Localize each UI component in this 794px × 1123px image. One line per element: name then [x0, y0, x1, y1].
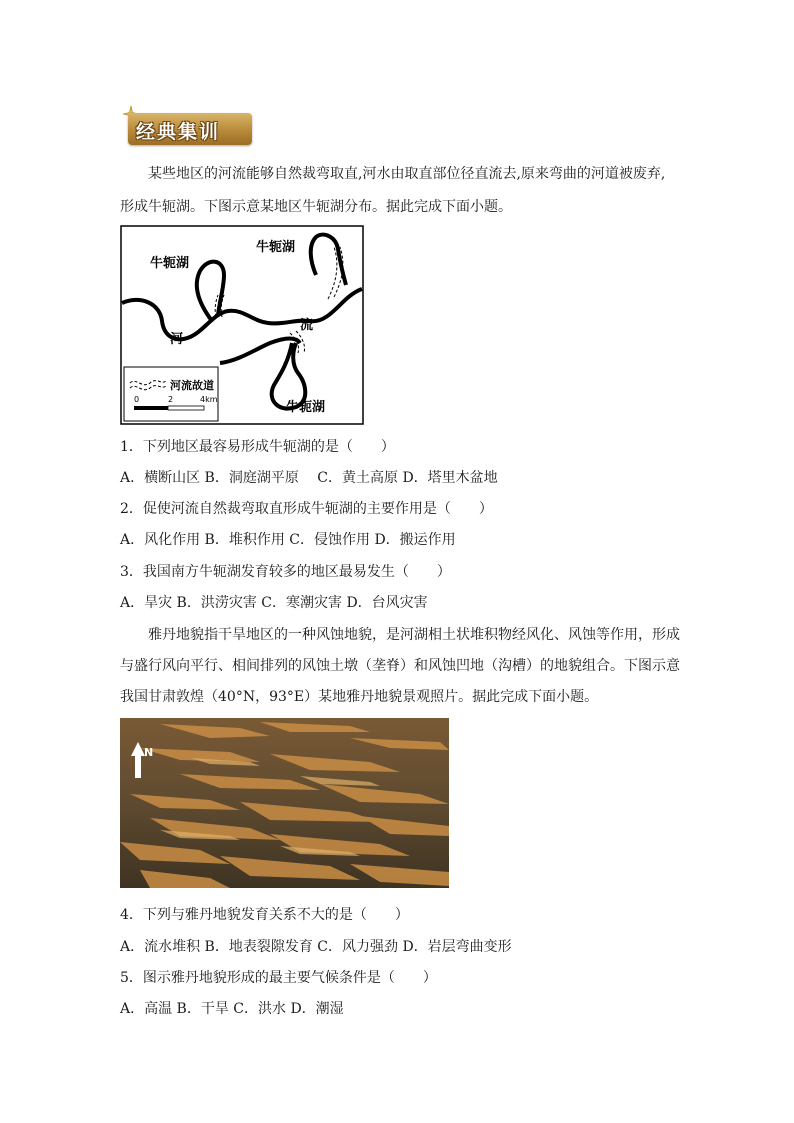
- intro1-line2: 形成牛轭湖。下图示意某地区牛轭湖分布。据此完成下面小题。: [120, 199, 512, 215]
- question-2-options: A．风化作用 B．堆积作用 C．侵蚀作用 D．搬运作用: [120, 532, 456, 548]
- north-label: N: [144, 746, 154, 759]
- intro2-line1: 雅丹地貌指干旱地区的一种风蚀地貌，是河湖相土状堆积物经风化、风蚀等作用，形成: [148, 627, 680, 643]
- scale-tick-0: 0: [134, 395, 140, 404]
- oxbow-lake-map: [120, 225, 364, 425]
- label-oxbow-3: 牛轭湖: [286, 400, 326, 415]
- question-4-options: A．流水堆积 B．地表裂隙发育 C．风力强劲 D．岩层弯曲变形: [120, 939, 512, 955]
- label-river-he: 河: [170, 332, 184, 347]
- intro2-line2: 与盛行风向平行、相间排列的风蚀土墩（垄脊）和风蚀凹地（沟槽）的地貌组合。下图示意: [120, 658, 680, 674]
- label-oxbow-1: 牛轭湖: [150, 256, 190, 271]
- question-4: 4．下列与雅丹地貌发育关系不大的是（ ）: [120, 907, 409, 923]
- question-1-options: A．横断山区 B．洞庭湖平原 C．黄土高原 D．塔里木盆地: [120, 470, 498, 486]
- label-oxbow-2: 牛轭湖: [256, 240, 296, 255]
- banner-title: 经典集训: [136, 121, 221, 143]
- question-5-options: A．高温 B．干旱 C．洪水 D．潮湿: [120, 1001, 344, 1017]
- question-5: 5．图示雅丹地貌形成的最主要气候条件是（ ）: [120, 970, 437, 986]
- intro1-line1: 某些地区的河流能够自然裁弯取直,河水由取直部位径直流去,原来弯曲的河道被废弃,: [148, 166, 666, 182]
- question-3-options: A．旱灾 B．洪涝灾害 C．寒潮灾害 D．台风灾害: [120, 595, 428, 611]
- scale-tick-4km: 4km: [200, 395, 218, 404]
- question-2: 2．促使河流自然裁弯取直形成牛轭湖的主要作用是（ ）: [120, 501, 493, 517]
- label-river-liu: 流: [300, 318, 314, 333]
- section-banner: [122, 105, 252, 145]
- yardang-photo: [120, 718, 449, 888]
- question-3: 3．我国南方牛轭湖发育较多的地区最易发生（ ）: [120, 564, 451, 580]
- legend-old-channel-label: 河流故道: [170, 379, 214, 392]
- scale-bar-empty: [168, 406, 204, 410]
- intro2-line3: 我国甘肃敦煌（40°N，93°E）某地雅丹地貌景观照片。据此完成下面小题。: [120, 689, 599, 705]
- scale-bar-filled: [134, 406, 168, 410]
- scale-tick-2: 2: [168, 395, 174, 404]
- question-1: 1．下列地区最容易形成牛轭湖的是（ ）: [120, 439, 395, 455]
